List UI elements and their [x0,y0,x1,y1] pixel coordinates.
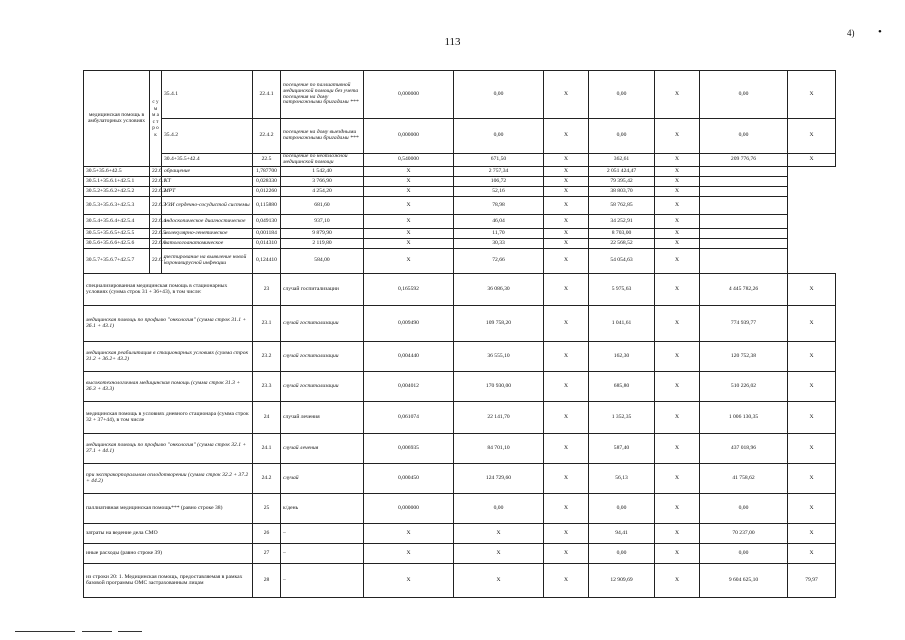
page-number: 113 [444,36,461,48]
x-cell: X [655,167,700,177]
per-capita-cell: 94,41 [589,524,655,544]
norm-cell: X [364,564,454,598]
x-cell: X [655,71,700,119]
unit-cell: тестирование на выявление новой коронавирусной инфекции [162,249,253,274]
cost-cell: 2 119,80 [281,239,364,249]
x-cell: X [788,402,836,434]
unit-cell: случай лечения [281,434,364,464]
unit-cell: случай лечения [281,402,364,434]
x-cell: X [544,154,589,167]
table-row [84,229,836,239]
unit-cell: – [281,544,364,564]
norm-cell: 0,061074 [364,402,454,434]
total-cell: 209 776,76 [700,154,788,167]
cost-cell: X [454,564,544,598]
x-cell: X [544,119,589,154]
x-cell: X [544,167,589,177]
norm-cell: 0,006935 [364,434,454,464]
per-capita-cell: 11,70 [454,229,544,239]
row-name-cell: медицинская помощь в условиях дневного стационара (сумма строк 32 + 37+44), в том числе [84,402,253,434]
x-cell: X [655,402,700,434]
table-row [84,464,836,494]
line-number-cell: 22.6.2 [150,187,162,197]
table-row [84,402,836,434]
cost-cell: X [454,524,544,544]
total-cell: 41 758,62 [700,464,788,494]
norm-cell: 0,012260 [253,187,281,197]
line-number-cell: 22.6.7 [150,249,162,274]
x-cell: X [788,494,836,524]
x-cell: X [544,306,589,342]
per-capita-cell: 78,98 [454,197,544,215]
table-row [84,274,836,306]
x-cell: X [655,249,700,274]
row-name-cell: при экстракорпоральном оплодотворении (сумма строк 32.2 + 37.2 + 44.2) [84,464,253,494]
cost-cell: 170 930,00 [454,372,544,402]
x-cell: X [655,464,700,494]
norm-cell: 0,014310 [253,239,281,249]
cost-cell: 36 555,10 [454,342,544,372]
total-cell: 4 445 782,26 [700,274,788,306]
unit-cell: случай госпитализации [281,342,364,372]
x-cell: X [788,372,836,402]
norm-cell: 0,049130 [253,215,281,229]
norm-cell: 0,000000 [364,119,454,154]
norm-cell: 1,787700 [253,167,281,177]
norm-cell: 0,004440 [364,342,454,372]
cost-cell: 84 701,10 [454,434,544,464]
per-capita-cell: 56,13 [589,464,655,494]
ref-cell: 30.5.2+35.6.2+42.5.2 [84,187,150,197]
x-cell: X [788,464,836,494]
cost-cell: 124 729,60 [454,464,544,494]
unit-cell: случай госпитализации [281,372,364,402]
x-cell: X [544,71,589,119]
x-cell: X [788,119,836,154]
line-number-cell: 28 [253,564,281,598]
total-cell: 79 395,42 [589,177,655,187]
table-row [84,434,836,464]
unit-cell: – [281,524,364,544]
table-row [84,544,836,564]
per-capita-cell: 72,66 [454,249,544,274]
x-cell: X [544,229,589,239]
norm-cell: 0,001184 [253,229,281,239]
table-row [84,494,836,524]
financing-table [83,70,836,598]
total-cell: 1 006 130,35 [700,402,788,434]
total-cell: 120 752,38 [700,342,788,372]
ref-cell: 30.5.6+35.6.6+42.5.6 [84,239,150,249]
unit-cell: случай госпитализации [281,274,364,306]
x-cell: X [655,564,700,598]
norm-cell: 0,000450 [364,464,454,494]
table-row [84,306,836,342]
total-cell: 774 939,77 [700,306,788,342]
ref-cell: 30.5.4+35.6.4+42.5.4 [84,215,150,229]
x-cell: X [544,197,589,215]
footer-rule [82,631,112,632]
x-cell: X [544,274,589,306]
x-cell: X [364,239,454,249]
per-capita-cell: 52,16 [454,187,544,197]
per-capita-cell: 685,80 [589,372,655,402]
footer-rule [15,631,75,632]
total-cell: 0,00 [700,494,788,524]
x-cell: X [364,215,454,229]
table-row [84,372,836,402]
x-cell: X [655,229,700,239]
cost-cell: 0,00 [454,494,544,524]
line-number-cell: 22.6 [150,167,162,177]
ref-cell: 30.5.7+35.6.7+42.5.7 [84,249,150,274]
line-number-cell: 22.6.4 [150,215,162,229]
total-cell: 34 252,91 [589,215,655,229]
cost-cell: 681,60 [281,197,364,215]
per-capita-cell: 587,40 [589,434,655,464]
line-number-cell: 23.2 [253,342,281,372]
x-cell: X [544,239,589,249]
row-name-cell: паллиативная медицинская помощь*** (равно строке 38) [84,494,253,524]
per-capita-cell: 2 757,34 [454,167,544,177]
cost-cell: 0,00 [454,71,544,119]
cost-cell: 36 086,30 [454,274,544,306]
unit-cell: – [281,564,364,598]
unit-cell: патологоанатомическое [162,239,253,249]
cost-cell: 937,10 [281,215,364,229]
unit-cell: УЗИ сердечно-сосудистой системы [162,197,253,215]
table-row [84,154,836,167]
x-cell: X [544,464,589,494]
cost-cell: 9 879,90 [281,229,364,239]
norm-cell: 0,028330 [253,177,281,187]
total-cell: 437 018,96 [700,434,788,464]
ref-cell: 30.5+35.6+42.5 [84,167,150,177]
table-row [84,564,836,598]
per-capita-cell: 362,61 [589,154,655,167]
x-cell: X [364,187,454,197]
x-cell: X [655,239,700,249]
x-cell: X [788,544,836,564]
x-cell: X [655,197,700,215]
unit-cell: посещение по неотложной медицинской помощи [281,154,364,167]
share-cell [700,187,788,197]
x-cell: X [364,249,454,274]
total-cell: 38 803,70 [589,187,655,197]
per-capita-cell: 0,00 [589,71,655,119]
line-number-cell: 22.6.5 [150,229,162,239]
vertical-label: с у м м а с т р о к [150,71,162,167]
cost-cell: 22 141,70 [454,402,544,434]
share-cell [700,177,788,187]
line-number-cell: 22.6.1 [150,177,162,187]
x-cell: X [655,434,700,464]
cost-cell: 584,00 [281,249,364,274]
total-cell: 54 054,63 [589,249,655,274]
x-cell: X [788,434,836,464]
x-cell: X [788,274,836,306]
norm-cell: 0,540000 [364,154,454,167]
total-cell: 510 226,02 [700,372,788,402]
x-cell: X [544,564,589,598]
corner-dot: • [878,26,882,38]
unit-cell: к/день [281,494,364,524]
x-cell: X [364,197,454,215]
x-cell: X [655,372,700,402]
total-cell: 0,00 [700,119,788,154]
unit-cell: МРТ [162,187,253,197]
x-cell: X [544,372,589,402]
cost-cell: 4 254,20 [281,187,364,197]
total-cell: 0,00 [700,544,788,564]
line-number-cell: 26 [253,524,281,544]
table-row [84,187,836,197]
cost-cell: 109 758,20 [454,306,544,342]
x-cell: X [544,177,589,187]
ref-cell: 30.5.1+35.6.1+42.5.1 [84,177,150,187]
norm-cell: 0,000000 [364,494,454,524]
line-number-cell: 23 [253,274,281,306]
x-cell: X [655,342,700,372]
line-number-cell: 22.6.6 [150,239,162,249]
x-cell: X [364,177,454,187]
norm-cell: 0,165592 [364,274,454,306]
table-row [84,249,836,274]
per-capita-cell: 0,00 [589,119,655,154]
table-row [84,342,836,372]
group-label: медицинская помощь в амбулаторных условиях [84,71,150,167]
x-cell: 79,97 [788,564,836,598]
per-capita-cell: 0,00 [589,494,655,524]
x-cell: X [544,544,589,564]
x-cell: X [655,306,700,342]
per-capita-cell: 46,04 [454,215,544,229]
line-number-cell: 23.3 [253,372,281,402]
x-cell: X [544,434,589,464]
norm-cell: 0,124410 [253,249,281,274]
table-row [84,215,836,229]
corner-mark: 4) [847,28,855,38]
per-capita-cell: 1 041,61 [589,306,655,342]
total-cell: 58 762,85 [589,197,655,215]
line-number-cell: 22.4.1 [253,71,281,119]
row-name-cell: иные расходы (равно строке 39) [84,544,253,564]
x-cell: X [544,215,589,229]
per-capita-cell: 106,72 [454,177,544,187]
row-name-cell: затраты на ведение дела СМО [84,524,253,544]
cost-cell: 0,00 [454,119,544,154]
x-cell: X [655,154,700,167]
line-number-cell: 23.1 [253,306,281,342]
x-cell: X [788,154,836,167]
share-cell [700,215,788,229]
x-cell: X [364,229,454,239]
unit-cell: КТ [162,177,253,187]
ref-cell: 30.5.3+35.6.3+42.5.3 [84,197,150,215]
per-capita-cell: 0,00 [589,544,655,564]
share-cell [700,167,788,177]
x-cell: X [788,342,836,372]
line-number-cell: 27 [253,544,281,564]
share-cell [700,197,788,215]
unit-cell: посещение по паллиативной медицинской помощи без учета посещения на дому патронажными бригадами *** [281,71,364,119]
unit-cell: посещение на дому выездными патронажными бригадами *** [281,119,364,154]
x-cell: X [655,177,700,187]
row-name-cell: высокотехнологичная медицинская помощь (сумма строк 31.3 + 36.3 + 43.3) [84,372,253,402]
line-number-cell: 24.1 [253,434,281,464]
table-row [84,239,836,249]
line-number-cell: 24 [253,402,281,434]
x-cell: X [544,524,589,544]
norm-cell: X [364,524,454,544]
total-cell: 9 604 625,10 [700,564,788,598]
cost-cell: 671,50 [454,154,544,167]
unit-cell: эндоскопическое диагностическое [162,215,253,229]
per-capita-cell: 162,30 [589,342,655,372]
norm-cell: 0,004012 [364,372,454,402]
unit-cell: обращение [162,167,253,177]
x-cell: X [788,71,836,119]
unit-cell: молекулярно-генетическое [162,229,253,239]
per-capita-cell: 12 909,69 [589,564,655,598]
norm-cell: X [364,544,454,564]
row-name-cell: медицинская помощь по профилю "онкология" (сумма строк 31.1 + 36.1 + 43.1) [84,306,253,342]
total-cell: 0,00 [700,71,788,119]
x-cell: X [544,402,589,434]
x-cell: X [655,494,700,524]
row-name-cell: медицинская реабилитация в стационарных условиях (сумма строк 31.2 + 36.2+ 43.2) [84,342,253,372]
x-cell: X [655,524,700,544]
total-cell: 22 568,52 [589,239,655,249]
cost-cell: 3 766,90 [281,177,364,187]
table-row [84,197,836,215]
norm-cell: 0,009490 [364,306,454,342]
x-cell: X [655,215,700,229]
table-row [84,167,836,177]
ref-cell: 35.4.1 [162,71,253,119]
x-cell: X [544,342,589,372]
share-cell [700,229,788,239]
x-cell: X [655,187,700,197]
x-cell: X [788,524,836,544]
unit-cell: случай госпитализации [281,306,364,342]
cost-cell: X [454,544,544,564]
ref-cell: 30.5.5+35.6.5+42.5.5 [84,229,150,239]
line-number-cell: 25 [253,494,281,524]
row-name-cell: медицинская помощь по профилю "онкология" (сумма строк 32.1 + 37.1 + 44.1) [84,434,253,464]
unit-cell: случай [281,464,364,494]
x-cell: X [655,119,700,154]
per-capita-cell: 1 352,35 [589,402,655,434]
line-number-cell: 22.5 [253,154,281,167]
table-row [84,71,836,119]
row-name-cell: из строки 20: 1. Медицинская помощь, предоставляемая в рамках базовой программы ОМС застрахованным лицам [84,564,253,598]
x-cell: X [788,306,836,342]
per-capita-cell: 5 975,63 [589,274,655,306]
line-number-cell: 22.4.2 [253,119,281,154]
ref-cell: 35.4.2 [162,119,253,154]
total-cell: 8 703,00 [589,229,655,239]
x-cell: X [655,274,700,306]
total-cell: 70 237,00 [700,524,788,544]
table-row [84,177,836,187]
share-cell [700,249,788,274]
share-cell [700,239,788,249]
table-row [84,119,836,154]
ref-cell: 30.4+35.5+42.4 [162,154,253,167]
x-cell: X [544,494,589,524]
line-number-cell: 24.2 [253,464,281,494]
x-cell: X [544,249,589,274]
per-capita-cell: 30,33 [454,239,544,249]
row-name-cell: специализированная медицинская помощь в стационарных условиях (сумма строк 31 + 36+43), в том числе: [84,274,253,306]
line-number-cell: 22.6.3 [150,197,162,215]
x-cell: X [364,167,454,177]
norm-cell: 0,000000 [364,71,454,119]
cost-cell: 1 542,40 [281,167,364,177]
footer-rule [118,631,142,632]
x-cell: X [544,187,589,197]
x-cell: X [655,544,700,564]
table-row [84,524,836,544]
norm-cell: 0,115880 [253,197,281,215]
total-cell: 2 051 424,47 [589,167,655,177]
